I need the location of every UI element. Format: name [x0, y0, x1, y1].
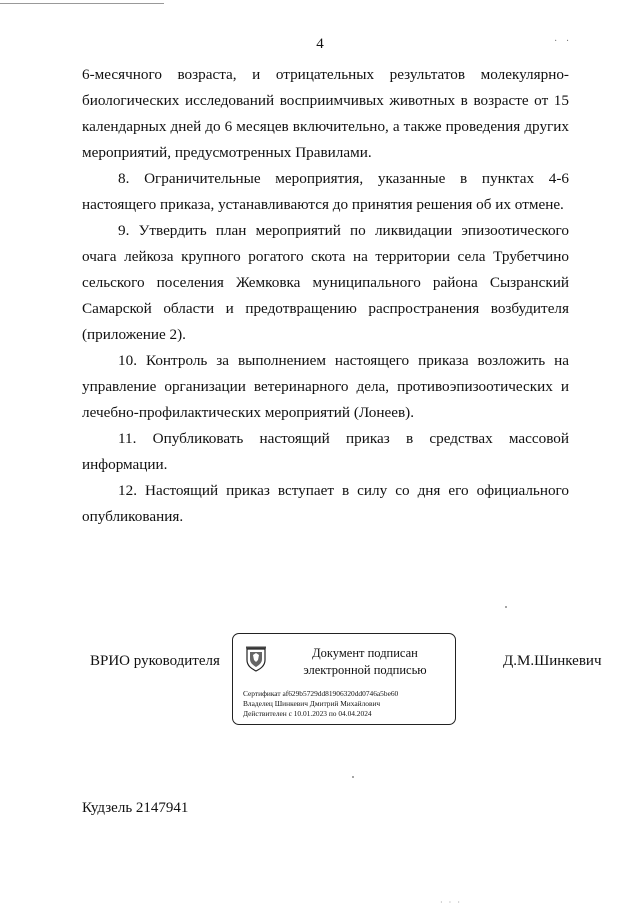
paragraph-item-12: 12. Настоящий приказ вступает в силу со дня его официального опубликования.	[82, 482, 569, 525]
signer-name: Д.М.Шинкевич	[503, 653, 602, 669]
executor-reference: Кудзель 2147941	[82, 800, 189, 816]
paragraph-item-10: 10. Контроль за выполнением настоящего приказа возложить на управление организации ветеринарного дела, противоэпизоотических и лечебно-профилактических мероприятий (Лонеев).	[82, 352, 569, 421]
scan-specks: · ·	[554, 36, 573, 47]
paragraph-continued: 6-месячного возраста, и отрицательных результатов молекулярно-биологических исследований восприимчивых животных в возрасте от 15 календарных дней до 6 месяцев включительно, а также проведения других мероприятий, предусмотренных Правилами.	[82, 66, 569, 161]
paragraph-item-11: 11. Опубликовать настоящий приказ в средствах массовой информации.	[82, 430, 569, 473]
stamp-title-line1: Документ подписан	[312, 646, 418, 660]
signature-block	[0, 630, 640, 740]
stamp-title	[277, 645, 453, 679]
paragraph-item-9: 9. Утвердить план мероприятий по ликвидации эпизоотического очага лейкоза крупного рогатого скота на территории села Трубетчино сельского поселения Жемковка муниципального района Сызранский Самарской области и предотвращению распространения возбудителя (приложение 2).	[82, 222, 569, 343]
scan-specks-bottom: · · ·	[440, 898, 462, 907]
certificate-owner: Владелец Шинкевич Дмитрий Михайлович	[243, 699, 381, 708]
electronic-signature-stamp	[232, 633, 456, 725]
page-number: 4	[316, 36, 324, 52]
scan-edge-line	[0, 3, 164, 4]
certificate-validity: Действителен с 10.01.2023 по 04.04.2024	[243, 709, 372, 718]
stamp-title-line2: электронной подписью	[303, 663, 427, 677]
order-text	[82, 62, 569, 530]
coat-of-arms-icon	[245, 646, 267, 672]
certificate-number: Сертификат af629b5729dd81906320dd0746a5be60	[243, 689, 399, 698]
paragraph-item-8: 8. Ограничительные мероприятия, указанные в пунктах 4-6 настоящего приказа, устанавливаются до принятия решения об их отмене.	[82, 170, 569, 213]
signatory-role: ВРИО руководителя	[90, 653, 220, 669]
certificate-details	[243, 689, 453, 719]
scan-speck	[352, 776, 354, 778]
scan-speck	[505, 606, 507, 608]
